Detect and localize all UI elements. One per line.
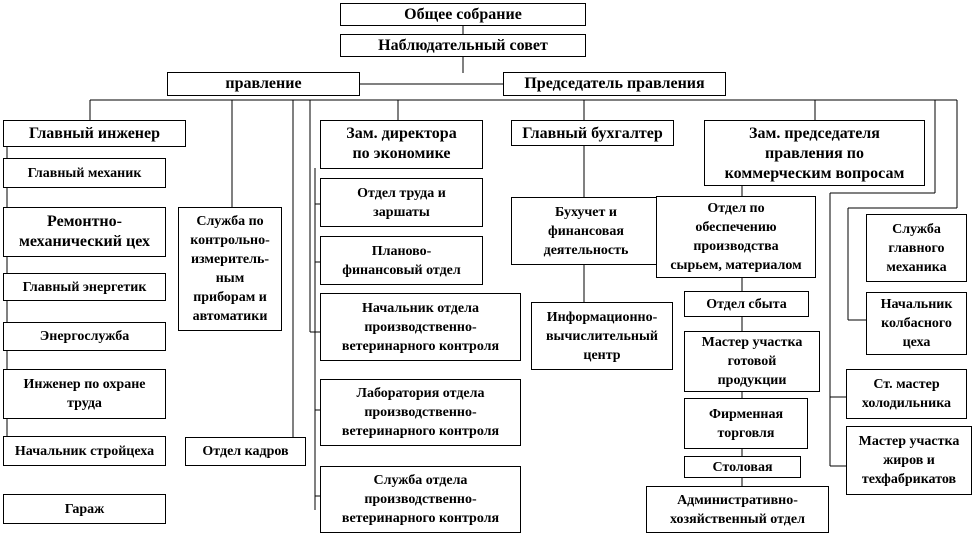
chief-power-engineer-box: Главный энергетик	[3, 273, 166, 301]
instruments-service-box: Служба по контрольно- измеритель- ным приборам и автоматики	[178, 207, 282, 331]
chief-mechanic-box: Главный механик	[3, 158, 166, 188]
power-service-box: Энергослужба	[3, 322, 166, 351]
sausage-shop-head-box: Начальник колбасного цеха	[866, 292, 967, 355]
board-box: правление	[167, 72, 360, 96]
refrigerator-master-box: Ст. мастер холодильника	[846, 369, 967, 419]
fats-master-box: Мастер участка жиров и техфабрикатов	[846, 426, 972, 495]
brand-trade-box: Фирменная торговля	[684, 398, 808, 449]
supply-dept-box: Отдел по обеспечению производства сырьем, материалом	[656, 196, 816, 278]
vet-control-service-box: Служба отдела производственно- ветеринарного контроля	[320, 466, 521, 533]
it-center-box: Информационно- вычислительный центр	[531, 302, 673, 370]
vet-control-lab-box: Лаборатория отдела производственно- ветеринарного контроля	[320, 379, 521, 446]
labor-wages-dept-box: Отдел труда и заршаты	[320, 178, 483, 227]
vet-control-head-box: Начальник отдела производственно- ветеринарного контроля	[320, 293, 521, 361]
sales-dept-box: Отдел сбыта	[684, 291, 809, 317]
general-meeting-box: Общее собрание	[340, 3, 586, 26]
construction-head-box: Начальник стройцеха	[3, 436, 166, 466]
canteen-box: Столовая	[684, 456, 801, 478]
supervisory-board-box: Наблюдательный совет	[340, 34, 586, 57]
accounting-box: Бухучет и финансовая деятельность	[511, 197, 661, 265]
chief-engineer-box: Главный инженер	[3, 120, 186, 147]
planning-finance-dept-box: Планово- финансовый отдел	[320, 236, 483, 285]
board-chairman-box: Председатель правления	[503, 72, 726, 96]
garage-box: Гараж	[3, 494, 166, 524]
finished-goods-master-box: Мастер участка готовой продукции	[684, 331, 820, 392]
repair-shop-box: Ремонтно- механический цех	[3, 207, 166, 257]
labor-safety-engineer-box: Инженер по охране труда	[3, 369, 166, 419]
admin-dept-box: Административно- хозяйственный отдел	[646, 486, 829, 533]
hr-department-box: Отдел кадров	[185, 437, 306, 466]
chief-accountant-box: Главный бухгалтер	[511, 120, 674, 146]
deputy-commercial-box: Зам. председателя правления по коммерческим вопросам	[704, 120, 925, 186]
chief-mechanic-service-box: Служба главного механика	[866, 214, 967, 282]
deputy-economics-box: Зам. директора по экономике	[320, 120, 483, 169]
